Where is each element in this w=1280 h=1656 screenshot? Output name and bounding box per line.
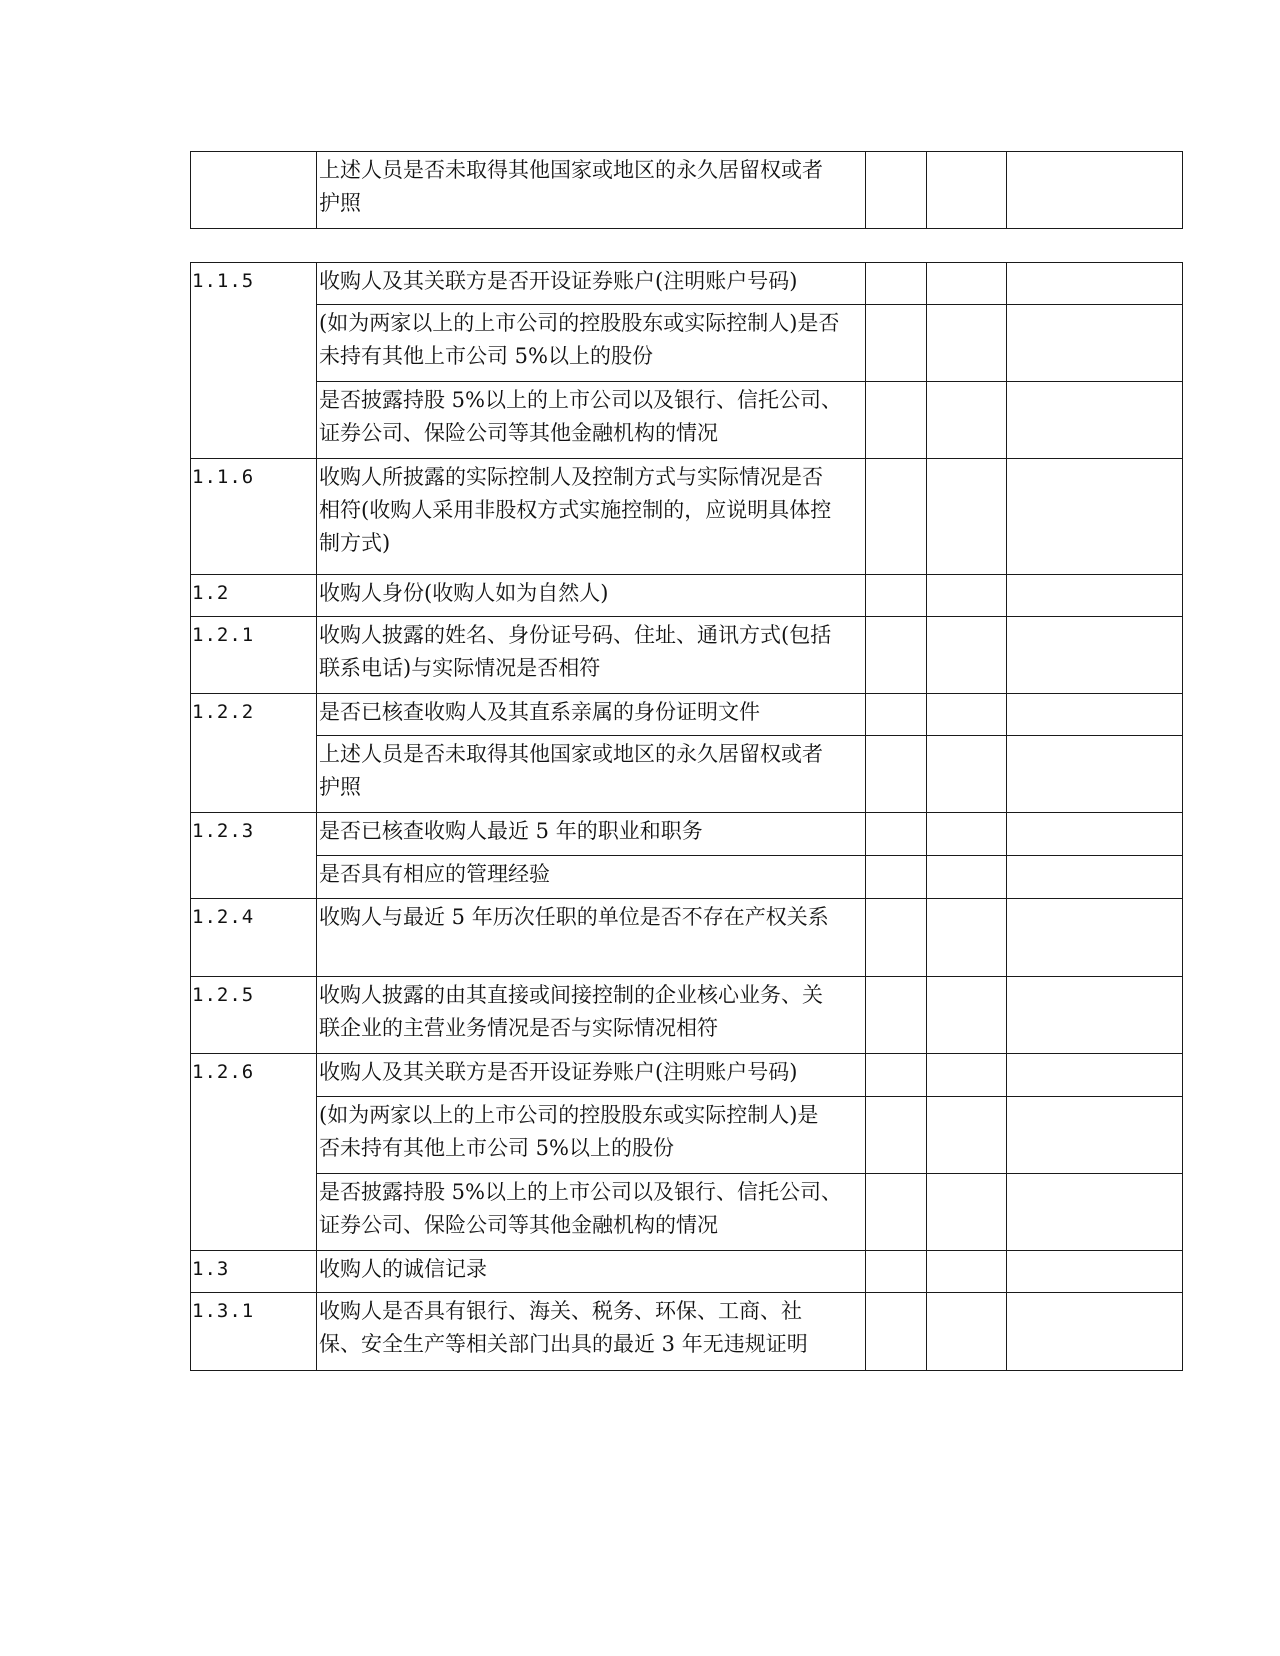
no-cell[interactable] (927, 1054, 1007, 1097)
remarks-cell[interactable] (1007, 856, 1183, 899)
remarks-cell[interactable] (1007, 305, 1183, 382)
yes-cell[interactable] (866, 382, 927, 459)
item-description: 是否已核查收购人最近 5 年的职业和职务 (317, 813, 866, 856)
table-row (191, 977, 1183, 1054)
remarks-cell[interactable] (1007, 694, 1183, 736)
yes-cell[interactable] (866, 459, 927, 575)
item-description: 收购人的诚信记录 (317, 1251, 866, 1293)
remarks-cell[interactable] (1007, 263, 1183, 305)
table-row (191, 575, 1183, 617)
table-row (191, 1097, 1183, 1174)
item-description: 收购人及其关联方是否开设证券账户(注明账户号码) (317, 263, 866, 305)
item-description: 收购人是否具有银行、海关、税务、环保、工商、社 保、安全生产等相关部门出具的最近 3 年无违规证明 (317, 1293, 866, 1371)
remarks-cell[interactable] (1007, 813, 1183, 856)
yes-cell[interactable] (866, 813, 927, 856)
no-cell[interactable] (927, 1293, 1007, 1371)
remarks-cell[interactable] (1007, 899, 1183, 977)
no-cell[interactable] (927, 813, 1007, 856)
item-number: 1.2 (191, 575, 317, 617)
item-number: 1.2.6 (191, 1054, 317, 1251)
item-description: 收购人披露的由其直接或间接控制的企业核心业务、关 联企业的主营业务情况是否与实际情况相符 (317, 977, 866, 1054)
table-row (191, 899, 1183, 977)
remarks-cell[interactable] (1007, 152, 1183, 229)
item-number: 1.2.3 (191, 813, 317, 899)
remarks-cell[interactable] (1007, 977, 1183, 1054)
item-description: 收购人披露的姓名、身份证号码、住址、通讯方式(包括 联系电话)与实际情况是否相符 (317, 617, 866, 694)
table-row (191, 263, 1183, 305)
item-description: (如为两家以上的上市公司的控股股东或实际控制人)是 否未持有其他上市公司 5%以上的股份 (317, 1097, 866, 1174)
table-row (191, 1251, 1183, 1293)
yes-cell[interactable] (866, 977, 927, 1054)
item-number: 1.3.1 (191, 1293, 317, 1371)
item-number: 1.2.1 (191, 617, 317, 694)
remarks-cell[interactable] (1007, 1054, 1183, 1097)
yes-cell[interactable] (866, 1054, 927, 1097)
no-cell[interactable] (927, 382, 1007, 459)
yes-cell[interactable] (866, 856, 927, 899)
item-description: 是否披露持股 5%以上的上市公司以及银行、信托公司、 证券公司、保险公司等其他金融机构的情况 (317, 382, 866, 459)
item-description: 上述人员是否未取得其他国家或地区的永久居留权或者 护照 (317, 736, 866, 813)
table-row (191, 1293, 1183, 1371)
remarks-cell[interactable] (1007, 1174, 1183, 1251)
table-row (191, 382, 1183, 459)
no-cell[interactable] (927, 977, 1007, 1054)
yes-cell[interactable] (866, 1293, 927, 1371)
remarks-cell[interactable] (1007, 382, 1183, 459)
remarks-cell[interactable] (1007, 1251, 1183, 1293)
table-row (191, 1054, 1183, 1097)
item-description: 收购人与最近 5 年历次任职的单位是否不存在产权关系 (317, 899, 866, 977)
item-description: 收购人及其关联方是否开设证券账户(注明账户号码) (317, 1054, 866, 1097)
remarks-cell[interactable] (1007, 1293, 1183, 1371)
item-number: 1.2.2 (191, 694, 317, 813)
yes-cell[interactable] (866, 1251, 927, 1293)
item-number: 1.1.6 (191, 459, 317, 575)
item-number: 1.2.4 (191, 899, 317, 977)
yes-cell[interactable] (866, 152, 927, 229)
no-cell[interactable] (927, 152, 1007, 229)
yes-cell[interactable] (866, 1097, 927, 1174)
no-cell[interactable] (927, 856, 1007, 899)
no-cell[interactable] (927, 305, 1007, 382)
remarks-cell[interactable] (1007, 736, 1183, 813)
table-row (191, 152, 1183, 229)
item-description: 是否已核查收购人及其直系亲属的身份证明文件 (317, 694, 866, 736)
no-cell[interactable] (927, 736, 1007, 813)
yes-cell[interactable] (866, 694, 927, 736)
no-cell[interactable] (927, 899, 1007, 977)
table-row (191, 736, 1183, 813)
no-cell[interactable] (927, 617, 1007, 694)
yes-cell[interactable] (866, 263, 927, 305)
yes-cell[interactable] (866, 1174, 927, 1251)
no-cell[interactable] (927, 459, 1007, 575)
yes-cell[interactable] (866, 575, 927, 617)
no-cell[interactable] (927, 575, 1007, 617)
remarks-cell[interactable] (1007, 617, 1183, 694)
no-cell[interactable] (927, 1174, 1007, 1251)
item-number: 1.1.5 (191, 263, 317, 459)
remarks-cell[interactable] (1007, 1097, 1183, 1174)
yes-cell[interactable] (866, 899, 927, 977)
item-number: 1.3 (191, 1251, 317, 1293)
table-row (191, 305, 1183, 382)
table-row (191, 459, 1183, 575)
item-description: 收购人所披露的实际控制人及控制方式与实际情况是否 相符(收购人采用非股权方式实施控制的，应说明具体控 制方式) (317, 459, 866, 575)
no-cell[interactable] (927, 263, 1007, 305)
table-row (191, 617, 1183, 694)
item-description: 上述人员是否未取得其他国家或地区的永久居留权或者 护照 (317, 152, 866, 229)
item-description: 是否具有相应的管理经验 (317, 856, 866, 899)
yes-cell[interactable] (866, 305, 927, 382)
table-row (191, 856, 1183, 899)
item-description: (如为两家以上的上市公司的控股股东或实际控制人)是否 未持有其他上市公司 5%以上的股份 (317, 305, 866, 382)
item-description: 是否披露持股 5%以上的上市公司以及银行、信托公司、 证券公司、保险公司等其他金融机构的情况 (317, 1174, 866, 1251)
remarks-cell[interactable] (1007, 575, 1183, 617)
yes-cell[interactable] (866, 736, 927, 813)
table-row (191, 694, 1183, 736)
item-number: 1.2.5 (191, 977, 317, 1054)
table-row (191, 1174, 1183, 1251)
checklist-table-top (190, 151, 1183, 229)
checklist-table-main (190, 262, 1183, 1371)
table-row (191, 813, 1183, 856)
no-cell[interactable] (927, 1251, 1007, 1293)
yes-cell[interactable] (866, 617, 927, 694)
no-cell[interactable] (927, 1097, 1007, 1174)
item-description: 收购人身份(收购人如为自然人) (317, 575, 866, 617)
item-number (191, 152, 317, 229)
remarks-cell[interactable] (1007, 459, 1183, 575)
no-cell[interactable] (927, 694, 1007, 736)
